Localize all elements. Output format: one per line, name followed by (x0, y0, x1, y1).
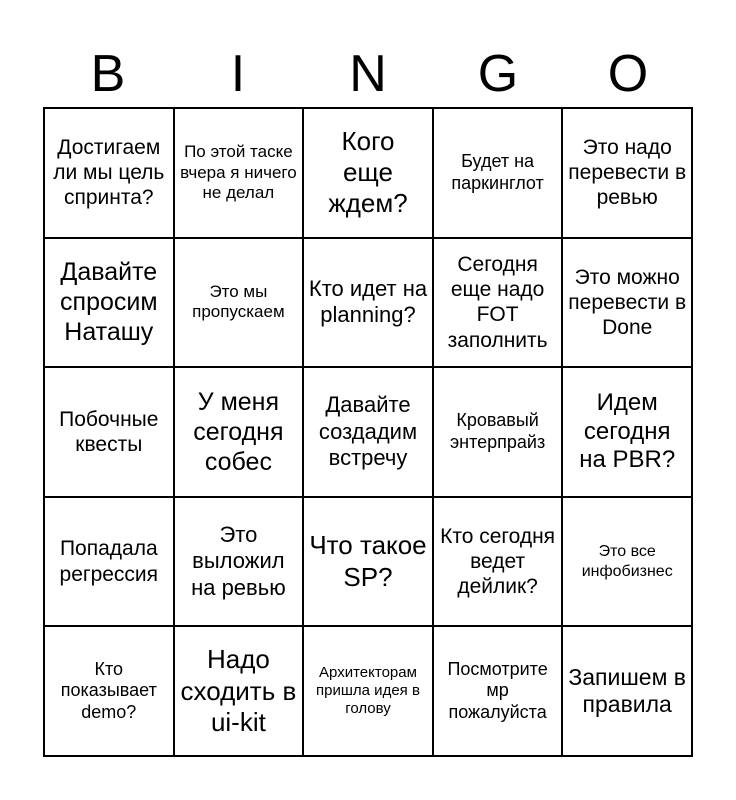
bingo-cell[interactable] (174, 497, 304, 627)
header-letter-o: O (607, 45, 649, 103)
bingo-cell[interactable] (174, 238, 304, 368)
header-letter-b: B (90, 45, 126, 103)
cell-text: Кровавый энтерпрайз (449, 410, 546, 452)
bingo-cell[interactable] (562, 238, 692, 368)
bingo-cell[interactable] (44, 626, 174, 756)
header-letter-g: G (477, 45, 519, 103)
bingo-cell[interactable] (174, 367, 304, 497)
cell-text: Попадала регрессия (59, 537, 159, 586)
cell-text: Архитекторам пришла идея в голову (316, 664, 420, 718)
bingo-cell[interactable] (303, 367, 433, 497)
bingo-cell[interactable] (433, 238, 563, 368)
cell-text: Кто показывает demo? (60, 658, 157, 722)
bingo-cell[interactable] (562, 108, 692, 238)
cell-text: Запишем в правила (568, 663, 687, 718)
bingo-cell[interactable] (303, 497, 433, 627)
bingo-cell[interactable] (44, 497, 174, 627)
bingo-board (43, 107, 693, 757)
bingo-cell[interactable] (44, 238, 174, 368)
cell-text: Надо сходить в ui-kit (180, 644, 297, 737)
bingo-cell[interactable] (174, 108, 304, 238)
bingo-cell[interactable] (433, 497, 563, 627)
cell-text: Это можно перевести в Done (568, 265, 687, 339)
cell-text: У меня сегодня собес (193, 387, 284, 476)
cell-text: Кто идет на planning? (308, 276, 428, 328)
cell-text: Кто сегодня ведет дейлик? (440, 524, 556, 599)
bingo-cell[interactable] (433, 626, 563, 756)
cell-text: Кого еще ждем? (328, 126, 408, 219)
cell-text: Это все инфобизнес (581, 543, 673, 580)
cell-text: Будет на паркинглот (451, 151, 544, 193)
cell-text: Это выложил на ревью (191, 522, 286, 600)
cell-text: Что такое SP? (309, 530, 427, 592)
cell-text: По этой таске вчера я ничего не делал (180, 142, 297, 202)
bingo-cell[interactable] (303, 108, 433, 238)
cell-text: Это надо перевести в ревью (568, 136, 687, 210)
header-letter-n: N (349, 45, 387, 103)
cell-text: Посмотрите мр пожалуйста (447, 658, 548, 722)
cell-text: Идем сегодня на PBR? (579, 388, 676, 474)
bingo-cell[interactable] (562, 626, 692, 756)
bingo-cell[interactable] (562, 497, 692, 627)
bingo-cell[interactable] (44, 108, 174, 238)
bingo-cell[interactable] (433, 367, 563, 497)
cell-text: Достигаем ли мы цель спринта? (53, 136, 165, 210)
bingo-cell[interactable] (562, 367, 692, 497)
bingo-header (43, 40, 693, 108)
header-letter-i: I (230, 45, 246, 103)
cell-text: Давайте создадим встречу (318, 392, 418, 471)
cell-text: Давайте спросим Наташу (60, 258, 158, 347)
cell-text: Это мы пропускаем (192, 282, 285, 322)
cell-text: Побочные квесты (59, 407, 159, 456)
cell-text: Сегодня еще надо FOT заполнить (447, 253, 548, 352)
bingo-cell[interactable] (303, 626, 433, 756)
bingo-cell[interactable] (174, 626, 304, 756)
bingo-cell[interactable] (303, 238, 433, 368)
bingo-cell[interactable] (44, 367, 174, 497)
bingo-cell[interactable] (433, 108, 563, 238)
